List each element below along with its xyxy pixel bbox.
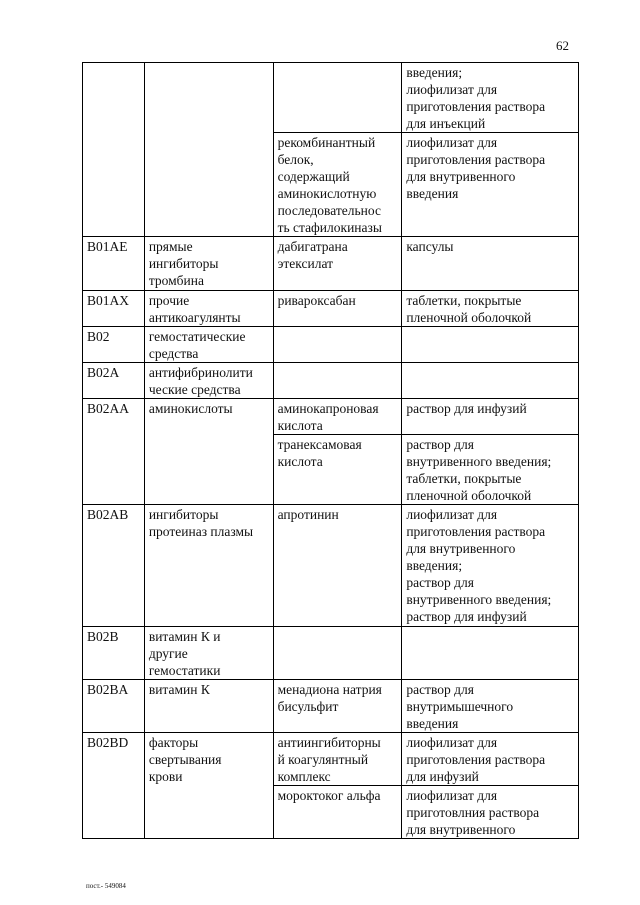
name-cell (273, 627, 402, 680)
table-row (83, 505, 579, 627)
group-cell (144, 63, 273, 237)
table-row (83, 327, 579, 363)
table-row (83, 399, 579, 435)
code-cell: B02BA (83, 680, 145, 733)
form-cell: лиофилизат для приготовлния раствора для внутривенного (402, 786, 579, 839)
name-cell: апротинин (273, 505, 402, 627)
table-row (83, 733, 579, 786)
name-cell: транексамовая кислота (273, 435, 402, 505)
form-cell: раствор для внутримышечного введения (402, 680, 579, 733)
name-cell: менадиона натрия бисульфит (273, 680, 402, 733)
name-cell (273, 63, 402, 133)
table-row (83, 291, 579, 327)
form-cell (402, 363, 579, 399)
name-cell: ривароксабан (273, 291, 402, 327)
group-cell: факторы свертывания крови (144, 733, 273, 839)
name-cell: рекомбинантный белок, содержащий аминокислотную последовательнос ть стафилокиназы (273, 133, 402, 237)
group-cell: прямые ингибиторы тромбина (144, 237, 273, 291)
code-cell: B02AB (83, 505, 145, 627)
group-cell: прочие антикоагулянты (144, 291, 273, 327)
form-cell (402, 327, 579, 363)
table-row (83, 63, 579, 133)
code-cell: B01AE (83, 237, 145, 291)
code-cell: B01AX (83, 291, 145, 327)
form-cell: лиофилизат для приготовления раствора для внутривенного введения; раствор для внутривенного введения; раствор для инфузий (402, 505, 579, 627)
form-cell: лиофилизат для приготовления раствора для инфузий (402, 733, 579, 786)
form-cell: лиофилизат для приготовления раствора для внутривенного введения (402, 133, 579, 237)
name-cell: мороктоког альфа (273, 786, 402, 839)
form-cell: капсулы (402, 237, 579, 291)
table-row (83, 363, 579, 399)
form-cell (402, 627, 579, 680)
code-cell: B02B (83, 627, 145, 680)
group-cell: аминокислоты (144, 399, 273, 505)
code-cell: B02AA (83, 399, 145, 505)
table-row (83, 237, 579, 291)
page-number: 62 (556, 38, 569, 53)
code-cell: B02 (83, 327, 145, 363)
table-row (83, 627, 579, 680)
group-cell: ингибиторы протеиназ плазмы (144, 505, 273, 627)
code-cell (83, 63, 145, 237)
footer-note: пост.- 549084 (86, 882, 126, 890)
form-cell: раствор для внутривенного введения; таблетки, покрытые пленочной оболочкой (402, 435, 579, 505)
code-cell: B02BD (83, 733, 145, 839)
name-cell (273, 363, 402, 399)
name-cell: аминокапроновая кислота (273, 399, 402, 435)
drug-table (82, 62, 579, 839)
group-cell: витамин К и другие гемостатики (144, 627, 273, 680)
form-cell: раствор для инфузий (402, 399, 579, 435)
name-cell: дабигатрана этексилат (273, 237, 402, 291)
form-cell: таблетки, покрытые пленочной оболочкой (402, 291, 579, 327)
table-row (83, 680, 579, 733)
code-cell: B02A (83, 363, 145, 399)
group-cell: витамин К (144, 680, 273, 733)
name-cell (273, 327, 402, 363)
name-cell: антиингибиторны й коагулянтный комплекс (273, 733, 402, 786)
group-cell: гемостатические средства (144, 327, 273, 363)
form-cell: введения; лиофилизат для приготовления раствора для инъекций (402, 63, 579, 133)
group-cell: антифибринолити ческие средства (144, 363, 273, 399)
